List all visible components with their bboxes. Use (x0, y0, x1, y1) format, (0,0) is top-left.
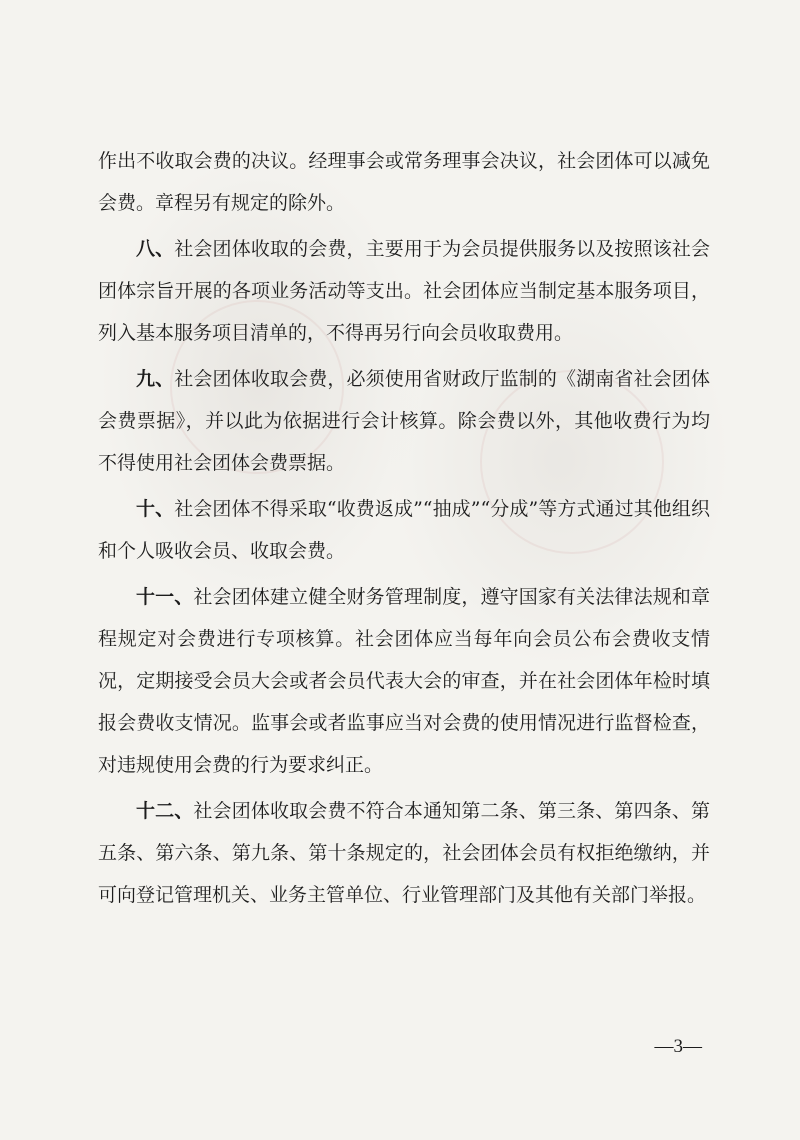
paragraph-article-11 (98, 576, 710, 786)
paragraph-article-9 (98, 358, 710, 484)
paragraph-article-12 (98, 790, 710, 916)
paragraph-article-8 (98, 228, 710, 354)
article-number: 十、 (136, 498, 175, 520)
paragraph-text: 社会团体收取的会费，主要用于为会员提供服务以及按照该社会团体宗旨开展的各项业务活动等支出。社会团体应当制定基本服务项目，列入基本服务项目清单的，不得再另行向会员收取费用。 (98, 238, 710, 344)
paragraph-text: 社会团体建立健全财务管理制度，遵守国家有关法律法规和章程规定对会费进行专项核算。社会团体应当每年向会员公布会费收支情况，定期接受会员大会或者会员代表大会的审查，并在社会团体年检时填报会费收支情况。监事会或者监事应当对会费的使用情况进行监督检查，对违规使用会费的行为要求纠正。 (98, 586, 710, 776)
paragraph-text: 社会团体不得采取“收费返成”“抽成”“分成”等方式通过其他组织和个人吸收会员、收取会费。 (98, 498, 710, 562)
article-number: 十一、 (136, 586, 194, 608)
article-number: 九、 (136, 368, 175, 390)
paragraph-text: 社会团体收取会费，必须使用省财政厅监制的《湖南省社会团体会费票据》，并以此为依据进行会计核算。除会费以外，其他收费行为均不得使用社会团体会费票据。 (98, 368, 710, 474)
paragraph-text: 作出不收取会费的决议。经理事会或常务理事会决议，社会团体可以减免会费。章程另有规定的除外。 (98, 150, 710, 214)
document-body (98, 140, 710, 920)
paragraph-continuation (98, 140, 710, 224)
article-number: 八、 (136, 238, 175, 260)
page-number: —3— (654, 1036, 702, 1057)
paragraph-article-10 (98, 488, 710, 572)
article-number: 十二、 (136, 800, 194, 822)
paragraph-text: 社会团体收取会费不符合本通知第二条、第三条、第四条、第五条、第六条、第九条、第十条规定的，社会团体会员有权拒绝缴纳，并可向登记管理机关、业务主管单位、行业管理部门及其他有关部门举报。 (98, 800, 710, 906)
